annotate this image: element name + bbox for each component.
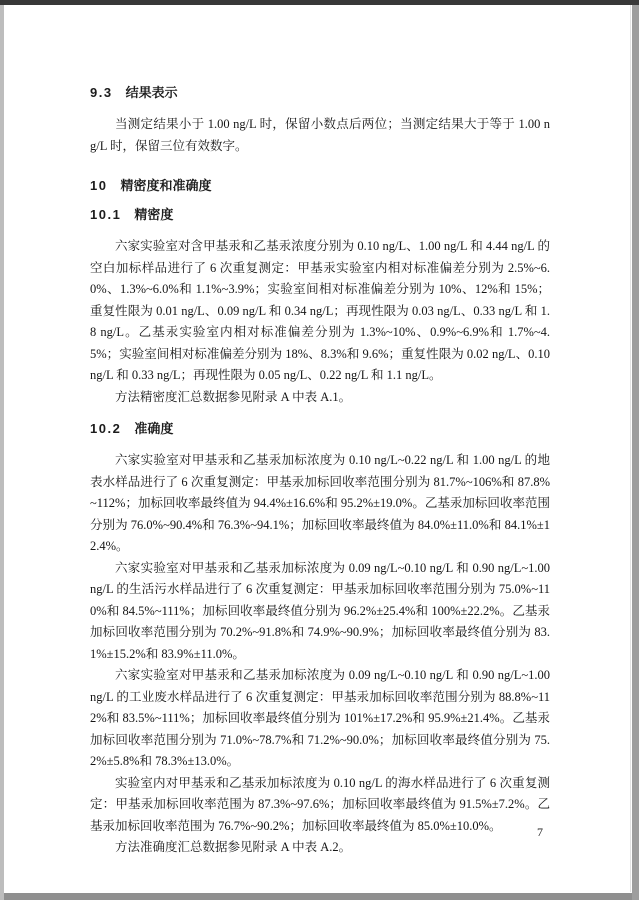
section-heading-10-1 — [90, 207, 550, 223]
section-number: 10 — [90, 178, 108, 193]
paragraph-accuracy-seawater: 实验室内对甲基汞和乙基汞加标浓度为 0.10 ng/L 的海水样品进行了 6 次重复测定：甲基汞加标回收率范围为 87.3%~97.6%；加标回收率最终值为 91.5%±7.2%。乙基汞加标回收率范围为 76.7%~90.2%；加标回收率最终值为 85.0%±10.0%。 — [90, 775, 550, 833]
paragraph-accuracy-industrial-wastewater: 六家实验室对甲基汞和乙基汞加标浓度为 0.09 ng/L~0.10 ng/L 和 0.90 ng/L~1.00 ng/L 的工业废水样品进行了 6 次重复测定：甲基汞加标回收率范围分别为 88.8%~112%和 83.5%~111%；加标回收率最终值分别为 101%±17.2%和 95.9%±21.4%。乙基汞加标回收率范围分别为 71.0%~78.7%和 71.2%~90.0%；加标回收率最终值分别为 75.2%±5.8%和 78.3%±13.0%。 — [90, 668, 550, 768]
document-page — [4, 5, 631, 892]
section-title: 精密度和准确度 — [120, 178, 212, 193]
paragraph-result-expression: 当测定结果小于 1.00 ng/L 时，保留小数点后两位；当测定结果大于等于 1.00 ng/L 时，保留三位有效数字。 — [90, 117, 550, 153]
scan-edge-right — [632, 5, 639, 900]
paragraph-accuracy-surface-water: 六家实验室对甲基汞和乙基汞加标浓度为 0.10 ng/L~0.22 ng/L 和 1.00 ng/L 的地表水样品进行了 6 次重复测定：甲基汞加标回收率范围分别为 81.7%~106%和 87.8%~112%；加标回收率最终值为 94.4%±16.6%和 95.2%±19.0%。乙基汞加标回收率范围分别为 76.0%~90.4%和 76.3%~94.1%；加标回收率最终值为 84.0%±11.0%和 84.1%±12.4%。 — [90, 453, 550, 553]
page-number: 7 — [537, 825, 543, 839]
paragraph-accuracy-appendix-ref: 方法准确度汇总数据参见附录 A 中表 A.2。 — [115, 840, 352, 854]
scan-edge-bottom — [4, 893, 632, 900]
section-number: 10.1 — [90, 207, 122, 222]
section-heading-10-2 — [90, 421, 550, 437]
paragraph-accuracy-domestic-sewage: 六家实验室对甲基汞和乙基汞加标浓度为 0.09 ng/L~0.10 ng/L 和 0.90 ng/L~1.00 ng/L 的生活污水样品进行了 6 次重复测定：甲基汞加标回收率范围分别为 75.0%~110%和 84.5%~111%；加标回收率最终值分别为 96.2%±25.4%和 100%±22.2%。乙基汞加标回收率范围分别为 70.2%~91.8%和 74.9%~90.9%；加标回收率最终值分别为 83.1%±15.2%和 83.9%±11.0%。 — [90, 560, 550, 661]
section-title: 准确度 — [134, 421, 174, 436]
paragraph-precision-appendix-ref: 方法精密度汇总数据参见附录 A 中表 A.1。 — [115, 389, 352, 404]
section-number: 10.2 — [90, 421, 122, 436]
scan-edge-top — [0, 0, 639, 5]
section-heading-10 — [90, 178, 550, 194]
section-title: 结果表示 — [125, 85, 178, 100]
section-heading-9-3 — [90, 85, 550, 101]
page-content — [90, 85, 550, 859]
scan-edge-left — [0, 5, 4, 900]
section-title: 精密度 — [134, 207, 174, 222]
section-number: 9.3 — [90, 85, 113, 100]
paragraph-precision: 六家实验室对含甲基汞和乙基汞浓度分别为 0.10 ng/L、1.00 ng/L 和 4.44 ng/L 的空白加标样品进行了 6 次重复测定：甲基汞实验室内相对标准偏差分别为 2.5%~6.0%、1.3%~6.0%和 1.1%~3.9%；实验室间相对标准偏差分别为 10%、12%和 15%；重复性限为 0.01 ng/L、0.09 ng/L 和 0.34 ng/L；再现性限为 0.03 ng/L、0.33 ng/L 和 1.8 ng/L。乙基汞实验室内相对标准偏差分别为 1.3%~10%、0.9%~6.9%和 1.7%~4.5%；实验室间相对标准偏差分别为 18%、8.3%和 9.6%；重复性限为 0.02 ng/L、0.10 ng/L 和 0.33 ng/L；再现性限为 0.05 ng/L、0.22 ng/L 和 1.1 ng/L。 — [90, 239, 550, 382]
